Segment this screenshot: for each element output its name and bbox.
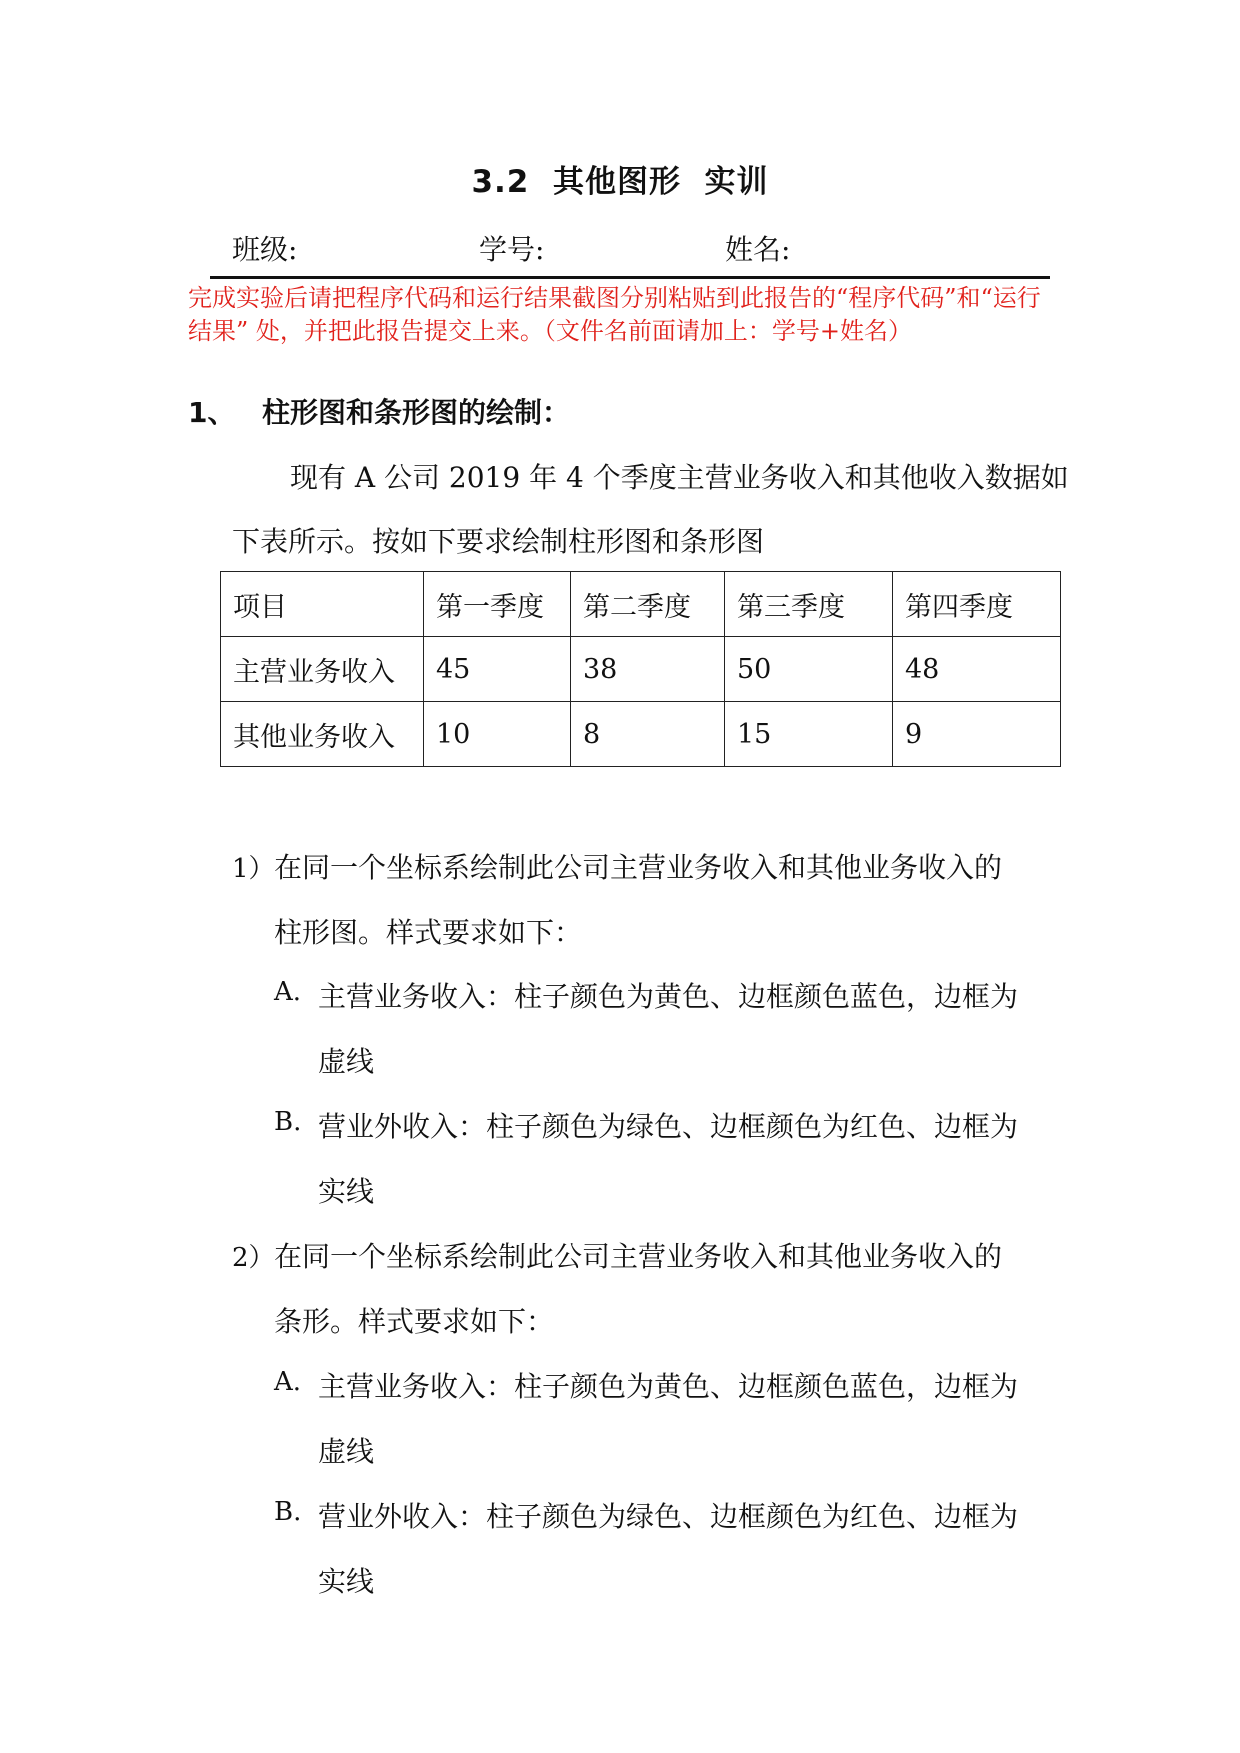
header-divider [210,276,1050,279]
task-1-marker: 1） [232,854,275,884]
table-cell: 45 [424,637,571,702]
class-label: 班级: [232,233,298,266]
page-title: 3.2 其他图形 实训 [471,164,769,200]
task-2-item-a-line-2: 虚线 [318,1435,375,1468]
task-1-item-b-line-2: 实线 [318,1175,375,1208]
section-number: 1、 [188,396,236,429]
table-row [221,637,1061,702]
task-1-item-a-line-2: 虚线 [318,1045,375,1078]
student-info-row [0,228,1240,268]
table-cell: 其他业务收入 [221,702,424,767]
student-name-label: 姓名: [725,233,791,266]
table-cell: 主营业务收入 [221,637,424,702]
task-1-line-2: 柱形图。样式要求如下： [274,916,583,949]
task-1-item-a-line-1: 主营业务收入：柱子颜色为黄色、边框颜色蓝色，边框为 [318,980,1019,1013]
table-header-cell: 第二季度 [571,572,725,637]
task-1-item-a-marker: A. [274,977,302,1007]
task-1-item-b-line-1: 营业外收入：柱子颜色为绿色、边框颜色为红色、边框为 [318,1110,1019,1143]
table-cell: 15 [725,702,893,767]
table-header-cell: 第一季度 [424,572,571,637]
table-header-cell: 项目 [221,572,424,637]
table-header-cell: 第四季度 [893,572,1061,637]
table-cell: 38 [571,637,725,702]
task-2-item-b-marker: B. [274,1497,302,1527]
task-2-item-a-marker: A. [274,1367,302,1397]
intro-line-2: 下表所示。按如下要求绘制柱形图和条形图 [232,525,765,558]
task-2-item-a-line-1: 主营业务收入：柱子颜色为黄色、边框颜色蓝色，边框为 [318,1370,1019,1403]
table-row [221,702,1061,767]
task-2-item-b-line-2: 实线 [318,1565,375,1598]
table-cell: 9 [893,702,1061,767]
section-title: 柱形图和条形图的绘制： [262,396,571,429]
task-2-item-b-line-1: 营业外收入：柱子颜色为绿色、边框颜色为红色、边框为 [318,1500,1019,1533]
table-cell: 48 [893,637,1061,702]
task-1-item-b-marker: B. [274,1107,302,1137]
task-2-line-1: 在同一个坐标系绘制此公司主营业务收入和其他业务收入的 [274,1240,1003,1273]
task-2-line-2: 条形。样式要求如下： [274,1305,555,1338]
student-id-label: 学号: [479,233,545,266]
submission-note: 完成实验后请把程序代码和运行结果截图分别粘贴到此报告的“程序代码”和“运行结果” 处，并把此报告提交上来。（文件名前面请加上：学号+姓名） [188,284,1041,345]
table-cell: 8 [571,702,725,767]
task-1-line-1: 在同一个坐标系绘制此公司主营业务收入和其他业务收入的 [274,851,1003,884]
table-cell: 50 [725,637,893,702]
table-cell: 10 [424,702,571,767]
intro-line-1: 现有 A 公司 2019 年 4 个季度主营业务收入和其他收入数据如 [290,461,1069,494]
task-2-marker: 2） [232,1243,275,1273]
table-header-row [221,572,1061,637]
revenue-table [220,571,1061,767]
table-header-cell: 第三季度 [725,572,893,637]
